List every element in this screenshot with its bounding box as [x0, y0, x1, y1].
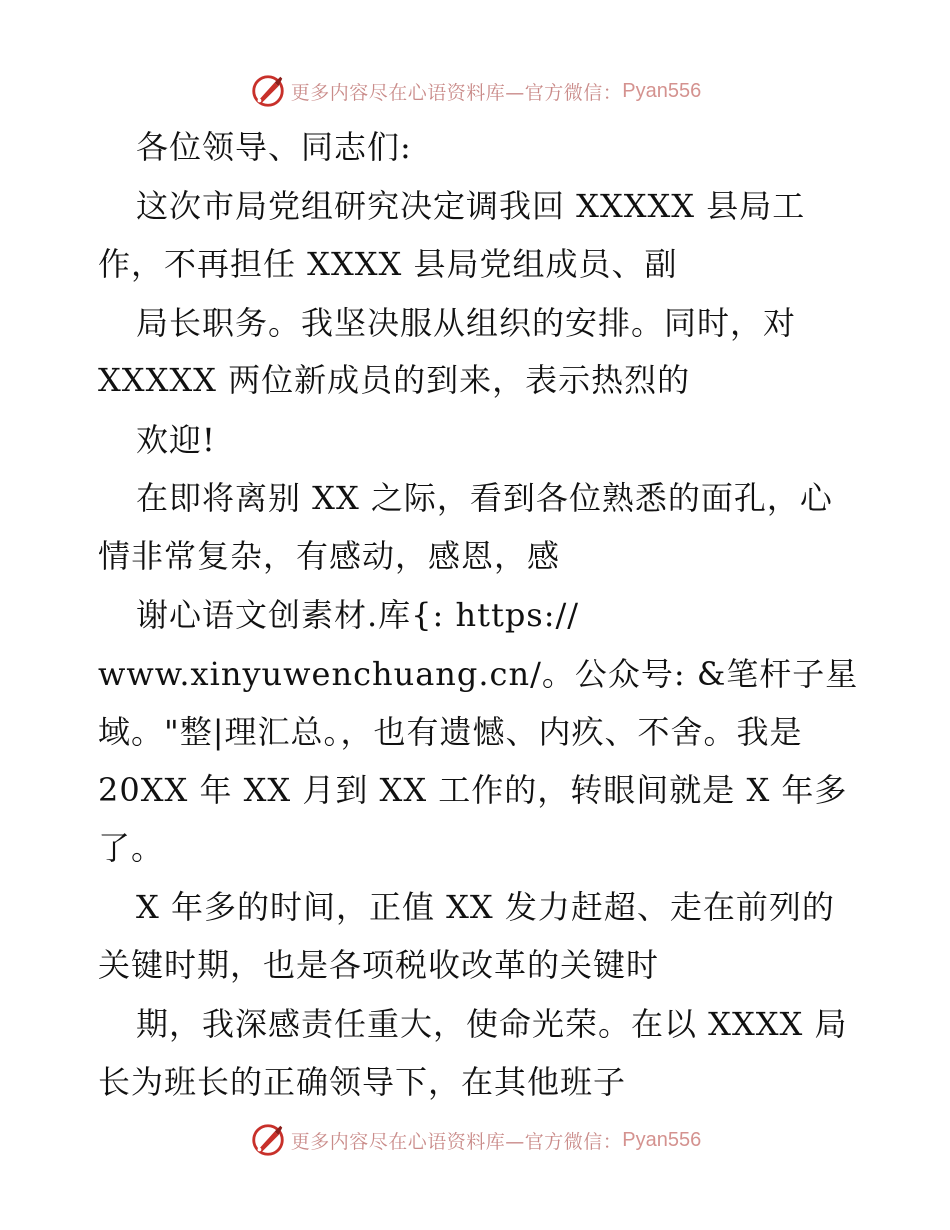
watermark-wechat-id: Pyan556	[622, 79, 702, 102]
text-line: www.xinyuwenchuang.cn/。公众号: &笔杆子星	[98, 655, 859, 693]
text-line: 这次市局党组研究决定调我回 XXXXX 县局工	[136, 187, 806, 225]
watermark-text: 更多内容尽在心语资料库—官方微信：	[290, 81, 623, 104]
text-line: X 年多的时间，正值 XX 发力赶超、走在前列的	[136, 888, 835, 926]
header-watermark	[0, 71, 950, 111]
watermark-wechat-id: Pyan556	[622, 1128, 702, 1151]
text-line: 谢心语文创素材.库{: https://	[136, 596, 580, 634]
text-line: 欢迎!	[136, 421, 216, 459]
text-line: 各位领导、同志们:	[136, 128, 412, 166]
text-line: 了。	[98, 829, 165, 867]
text-line: 域。"整|理汇总。，也有遗憾、内疚、不舍。我是	[98, 713, 803, 751]
watermark-text: 更多内容尽在心语资料库—官方微信：	[290, 1130, 623, 1153]
text-line: 情非常复杂，有感动，感恩，感	[98, 537, 561, 575]
text-line: XXXXX 两位新成员的到来，表示热烈的	[98, 361, 691, 399]
text-line: 在即将离别 XX 之际，看到各位熟悉的面孔，心	[136, 479, 833, 517]
text-line: 20XX 年 XX 月到 XX 工作的，转眼间就是 X 年多	[98, 771, 848, 809]
text-line: 作，不再担任 XXXX 县局党组成员、副	[98, 245, 678, 283]
pen-logo-icon	[249, 72, 287, 110]
text-line: 期，我深感责任重大，使命光荣。在以 XXXX 局	[136, 1005, 848, 1043]
text-line: 长为班长的正确领导下，在其他班子	[98, 1063, 627, 1101]
text-line: 关键时期，也是各项税收改革的关键时	[98, 946, 660, 984]
text-line: 局长职务。我坚决服从组织的安排。同时，对	[136, 304, 797, 342]
footer-watermark	[0, 1120, 950, 1160]
pen-logo-icon	[249, 1121, 287, 1159]
